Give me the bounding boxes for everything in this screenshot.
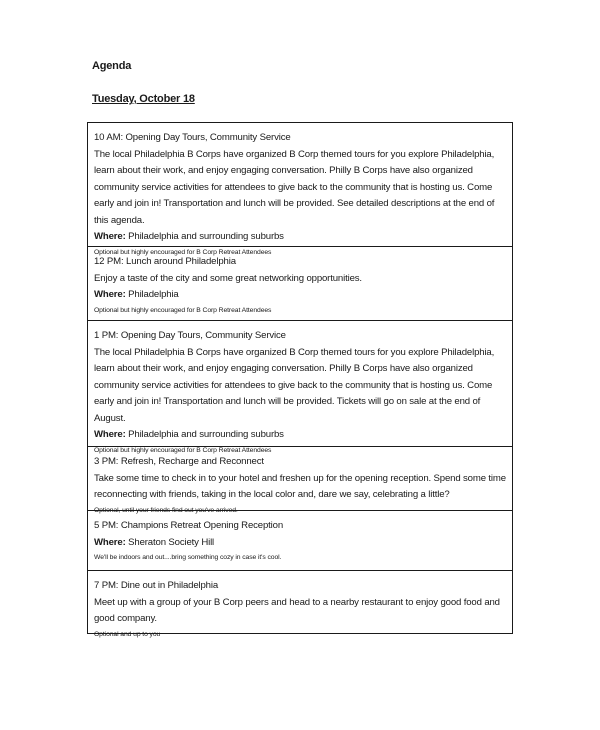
agenda-row-3pm (88, 447, 512, 514)
agenda-item-heading: 12 PM: Lunch around Philadelphia (94, 256, 236, 267)
agenda-item-description: The local Philadelphia B Corps have organized B Corp themed tours for you explore Philadelphia, learn about their work, and enjoy engaging conversation. Philly B Corps have also organized community service activities for attendees to give back to the community that is hosting us. Come early and join in! Transportation and lunch will be provided. Tickets will go on sale at the end of August. (94, 346, 495, 424)
agenda-item-heading: 1 PM: Opening Day Tours, Community Service (94, 330, 286, 341)
agenda-item-heading: 7 PM: Dine out in Philadelphia (94, 580, 219, 591)
agenda-item-note: We'll be indoors and out....bring something cozy in case it's cool. (94, 554, 282, 561)
agenda-item-note: Optional, until your friends find out you've arrived. (94, 506, 238, 514)
agenda-item-heading: 10 AM: Opening Day Tours, Community Service (94, 132, 291, 143)
where-label: Where: (94, 231, 126, 242)
agenda-row-5pm (88, 511, 512, 571)
agenda-item-heading: 5 PM: Champions Retreat Opening Reception (94, 520, 284, 531)
where-label: Where: (94, 536, 126, 548)
agenda-item-note: Optional but highly encouraged for B Corp Retreat Attendees (94, 446, 272, 454)
agenda-item-location (94, 427, 506, 444)
agenda-row-10am (88, 123, 512, 256)
agenda-item-location (94, 287, 506, 304)
agenda-row-12pm (88, 247, 512, 321)
agenda-table (87, 122, 513, 638)
agenda-item-heading: 3 PM: Refresh, Recharge and Reconnect (94, 456, 264, 467)
agenda-row-7pm (88, 571, 512, 638)
where-label: Where: (94, 289, 126, 300)
agenda-item-location (94, 229, 506, 246)
agenda-item-description: Enjoy a taste of the city and some great networking opportunities. (94, 272, 362, 284)
where-label: Where: (94, 429, 126, 440)
agenda-item-note: Optional and up to you (94, 630, 161, 638)
agenda-item-description: Meet up with a group of your B Corp peers and head to a nearby restaurant to enjoy good food and good company. (94, 596, 500, 624)
agenda-item-description: The local Philadelphia B Corps have organized B Corp themed tours for you explore Philadelphia, learn about their work, and enjoy engaging conversation. Philly B Corps have also organized community service activities for attendees to give back to the community that is hosting us. Come early and join in! Transportation and lunch will be provided. See detailed descriptions at the end of this agenda. (94, 148, 495, 226)
location-value: Philadelphia (128, 289, 179, 300)
document-title: Agenda (92, 60, 132, 72)
location-value: Philadelphia and surrounding suburbs (128, 429, 284, 440)
agenda-item-location (94, 535, 506, 552)
agenda-item-note: Optional but highly encouraged for B Corp Retreat Attendees (94, 306, 272, 314)
agenda-row-1pm (88, 321, 512, 454)
location-value: Philadelphia and surrounding suburbs (128, 231, 284, 242)
agenda-item-note: Optional but highly encouraged for B Corp Retreat Attendees (94, 248, 272, 256)
location-value: Sheraton Society Hill (128, 536, 215, 548)
agenda-item-description: Take some time to check in to your hotel and freshen up for the opening reception. Spend some time reconnecting with friends, taking in the local color and, dare we say, celebrating a little? (94, 472, 506, 500)
day-heading: Tuesday, October 18 (92, 93, 195, 105)
